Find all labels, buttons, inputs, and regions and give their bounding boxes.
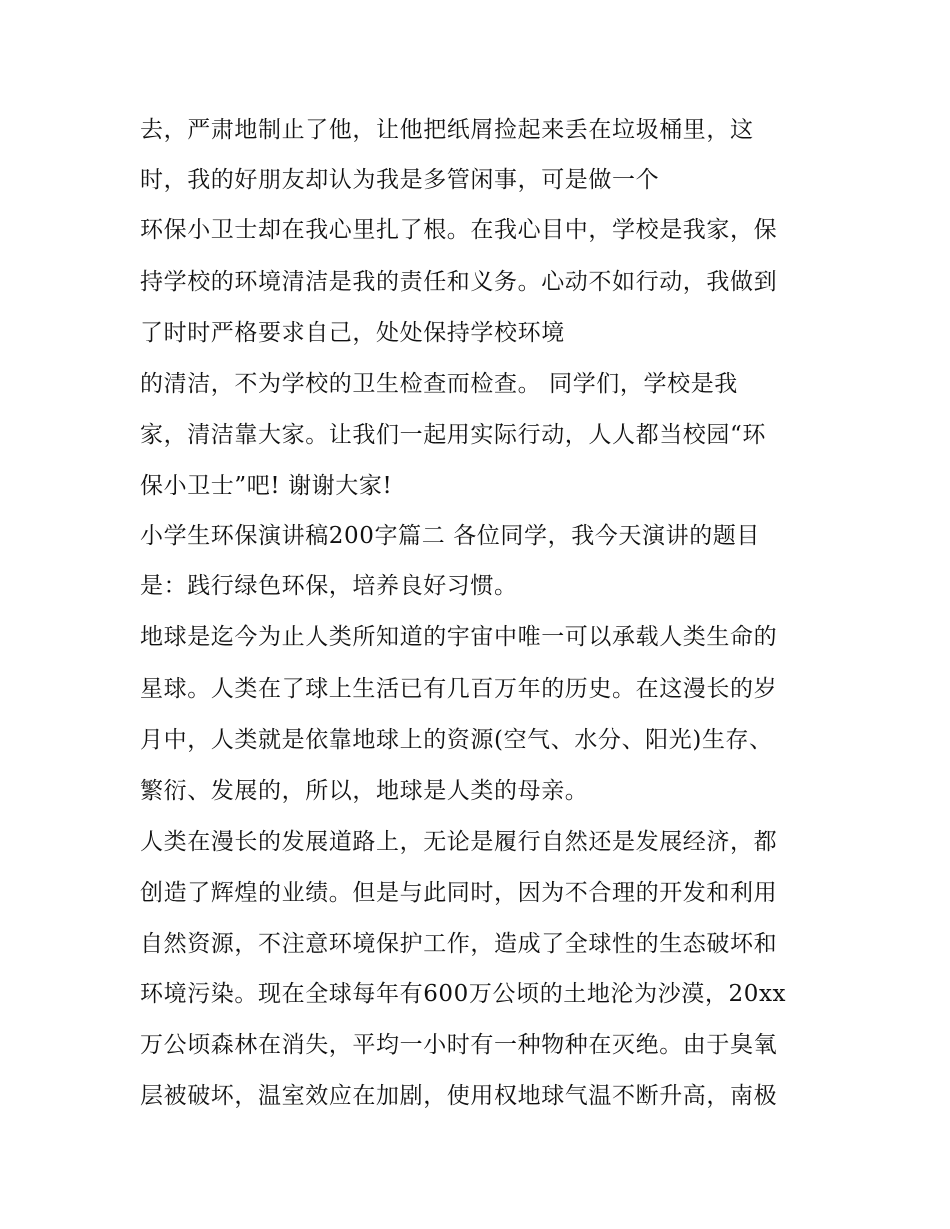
text-line: 创造了辉煌的业绩。但是与此同时，因为不合理的开发和利用	[140, 880, 778, 906]
text-line: 是：践行绿色环保，培养良好习惯。	[140, 573, 518, 599]
text-line: 自然资源，不注意环境保护工作，造成了全球性的生态破坏和	[140, 931, 778, 957]
text-line: 繁衍、发展的，所以，地球是人类的母亲。	[140, 778, 589, 804]
text-line: 人类在漫长的发展道路上，无论是履行自然还是发展经济，都	[140, 829, 778, 855]
text-line: 去，严肃地制止了他，让他把纸屑捡起来丢在垃圾桶里，这	[140, 117, 754, 143]
text-line: 保小卫士”吧! 谢谢大家!	[140, 473, 393, 499]
text-line: 星球。人类在了球上生活已有几百万年的历史。在这漫长的岁	[140, 676, 778, 702]
text-line: 小学生环保演讲稿200字篇二 各位同学，我今天演讲的题目	[140, 523, 761, 549]
text-line: 环境污染。现在全球每年有600万公顷的土地沦为沙漠，20xx	[140, 981, 787, 1007]
text-line: 持学校的环境清洁是我的责任和义务。心动不如行动，我做到	[140, 269, 778, 295]
text-line: 月中，人类就是依靠地球上的资源(空气、水分、阳光)生存、	[140, 727, 773, 753]
text-line: 时，我的好朋友却认为我是多管闲事，可是做一个	[140, 167, 660, 193]
text-line: 环保小卫士却在我心里扎了根。在我心目中，学校是我家，保	[140, 217, 778, 243]
text-line: 层被破坏，温室效应在加剧，使用权地球气温不断升高，南极	[140, 1083, 778, 1109]
text-line: 万公顷森林在消失，平均一小时有一种物种在灭绝。由于臭氧	[140, 1032, 778, 1058]
text-line: 地球是迄今为止人类所知道的宇宙中唯一可以承载人类生命的	[140, 624, 778, 650]
text-line: 家，清洁靠大家。让我们一起用实际行动，人人都当校园“环	[140, 422, 766, 448]
text-line: 了时时严格要求自己，处处保持学校环境	[140, 320, 565, 346]
text-line: 的清洁，不为学校的卫生检查而检查。 同学们，学校是我	[140, 371, 738, 397]
